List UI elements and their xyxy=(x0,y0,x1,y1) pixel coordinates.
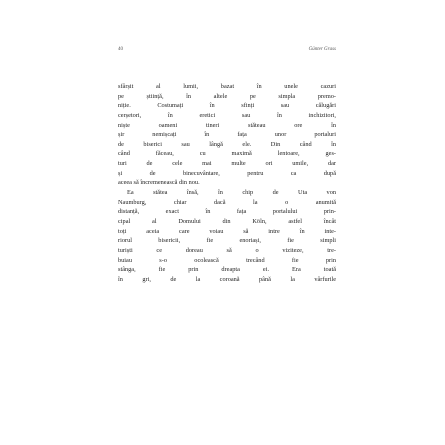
text-line: și de binecuvântare, pentru ca după xyxy=(118,169,336,177)
text-line: toți aceia care voiau să intre în inte- xyxy=(118,227,336,235)
body-text xyxy=(118,82,336,284)
running-head: Günter Grass xyxy=(308,47,336,52)
text-line: stânga, fie prin dreapta ei. Era toată xyxy=(118,266,336,274)
text-line: buiau s-o ocolească trecând fie prin xyxy=(118,256,336,264)
paragraph-1 xyxy=(118,82,336,188)
text-line: pe știință, în altele pe simpla premo- xyxy=(118,92,336,100)
text-line: niție. Costumați în sfinți sau călugări xyxy=(118,102,336,110)
text-line: turiști ce doreau să o viziteze, tre- xyxy=(118,246,336,254)
text-line: de biserici sau lângă ele. Din când în xyxy=(118,140,336,148)
text-line: turi de cele mai multe ori umile, dar xyxy=(118,160,336,168)
paragraph-2 xyxy=(118,188,336,284)
text-line: cipal al Domului din Köln, astfel încât xyxy=(118,217,336,225)
text-line: șir nemișcați în fața unor portaluri xyxy=(118,131,336,139)
text-line: cerșetori, în eretici sau în inchizitori, xyxy=(118,111,336,119)
text-line: Naumburg, chiar dacă la o anumită xyxy=(118,198,336,206)
text-line: niște oameni tineri stăteau ore în xyxy=(118,121,336,129)
text-line: Ea stătea însă, în chip de Uta von xyxy=(127,189,336,197)
page-header xyxy=(118,47,336,57)
text-line: când făceau, cu maximă lentoare, ges- xyxy=(118,150,336,158)
text-line: riorul bisericii, fie enoriași, fie simpli xyxy=(118,237,336,245)
text-line: aceea să încremenească din nou. xyxy=(118,179,200,187)
page-number: 40 xyxy=(118,47,123,52)
text-line: distanță, exact în fața portalului prin- xyxy=(118,208,336,216)
text-line: în gri, de la coroană până la vârfurile xyxy=(118,275,336,283)
text-line: sfârșit al lumii, bazat în unele cazuri xyxy=(118,83,336,90)
